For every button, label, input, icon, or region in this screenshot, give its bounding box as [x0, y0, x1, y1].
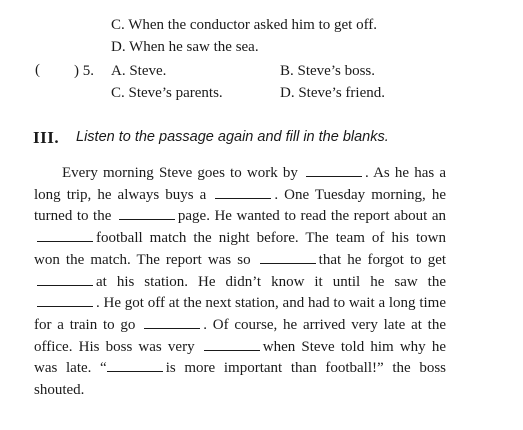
answer-bracket-open[interactable]: (: [35, 62, 40, 78]
passage-text: . Of course, he arrived very late at the office. His boss was very: [34, 316, 446, 355]
passage-text: that he forgot to get: [318, 251, 447, 268]
blank-2[interactable]: [215, 186, 271, 199]
passage-text: . He got off at the next station, and had to wait a long time for a train to go: [34, 295, 446, 333]
passage-text: when Steve told him why he was late. “: [34, 338, 446, 377]
q5-number: ) 5.: [74, 63, 94, 79]
q5-option-c: C. Steve’s parents.: [111, 85, 223, 101]
blank-7[interactable]: [37, 294, 93, 307]
q5-option-a: A. Steve.: [111, 63, 167, 79]
passage-text: Every morning Steve goes to work by: [62, 165, 298, 181]
passage-paragraph: [34, 163, 446, 402]
q4-option-c: C. When the conductor asked him to get off.: [111, 17, 378, 33]
section-number: III.: [33, 128, 60, 147]
q5-option-d: D. Steve’s friend.: [280, 85, 385, 101]
blank-10[interactable]: [107, 359, 163, 372]
passage-text: . One Tuesday morning, he turned to the: [34, 186, 446, 225]
passage-text: . As he has a long trip, he always buys a: [34, 165, 447, 203]
blank-4[interactable]: [37, 229, 93, 242]
passage-text: is more important than football!” the boss shouted.: [34, 360, 446, 399]
blank-1[interactable]: [306, 164, 362, 177]
q5-option-b: B. Steve’s boss.: [280, 63, 376, 79]
passage-text: football match the night before. The team of his town won the match. The report was so: [34, 230, 446, 268]
blank-6[interactable]: [37, 273, 93, 286]
blank-8[interactable]: [144, 316, 200, 329]
section-instruction: Listen to the passage again and fill in the blanks.: [76, 129, 389, 145]
passage-text: page. He wanted to read the report about an: [177, 208, 446, 225]
blank-9[interactable]: [204, 338, 260, 351]
blank-3[interactable]: [119, 207, 175, 220]
passage-text: at his station. He didn’t know it until he saw the: [96, 273, 446, 290]
q4-option-d: D. When he saw the sea.: [111, 39, 259, 55]
blank-5[interactable]: [260, 251, 316, 264]
